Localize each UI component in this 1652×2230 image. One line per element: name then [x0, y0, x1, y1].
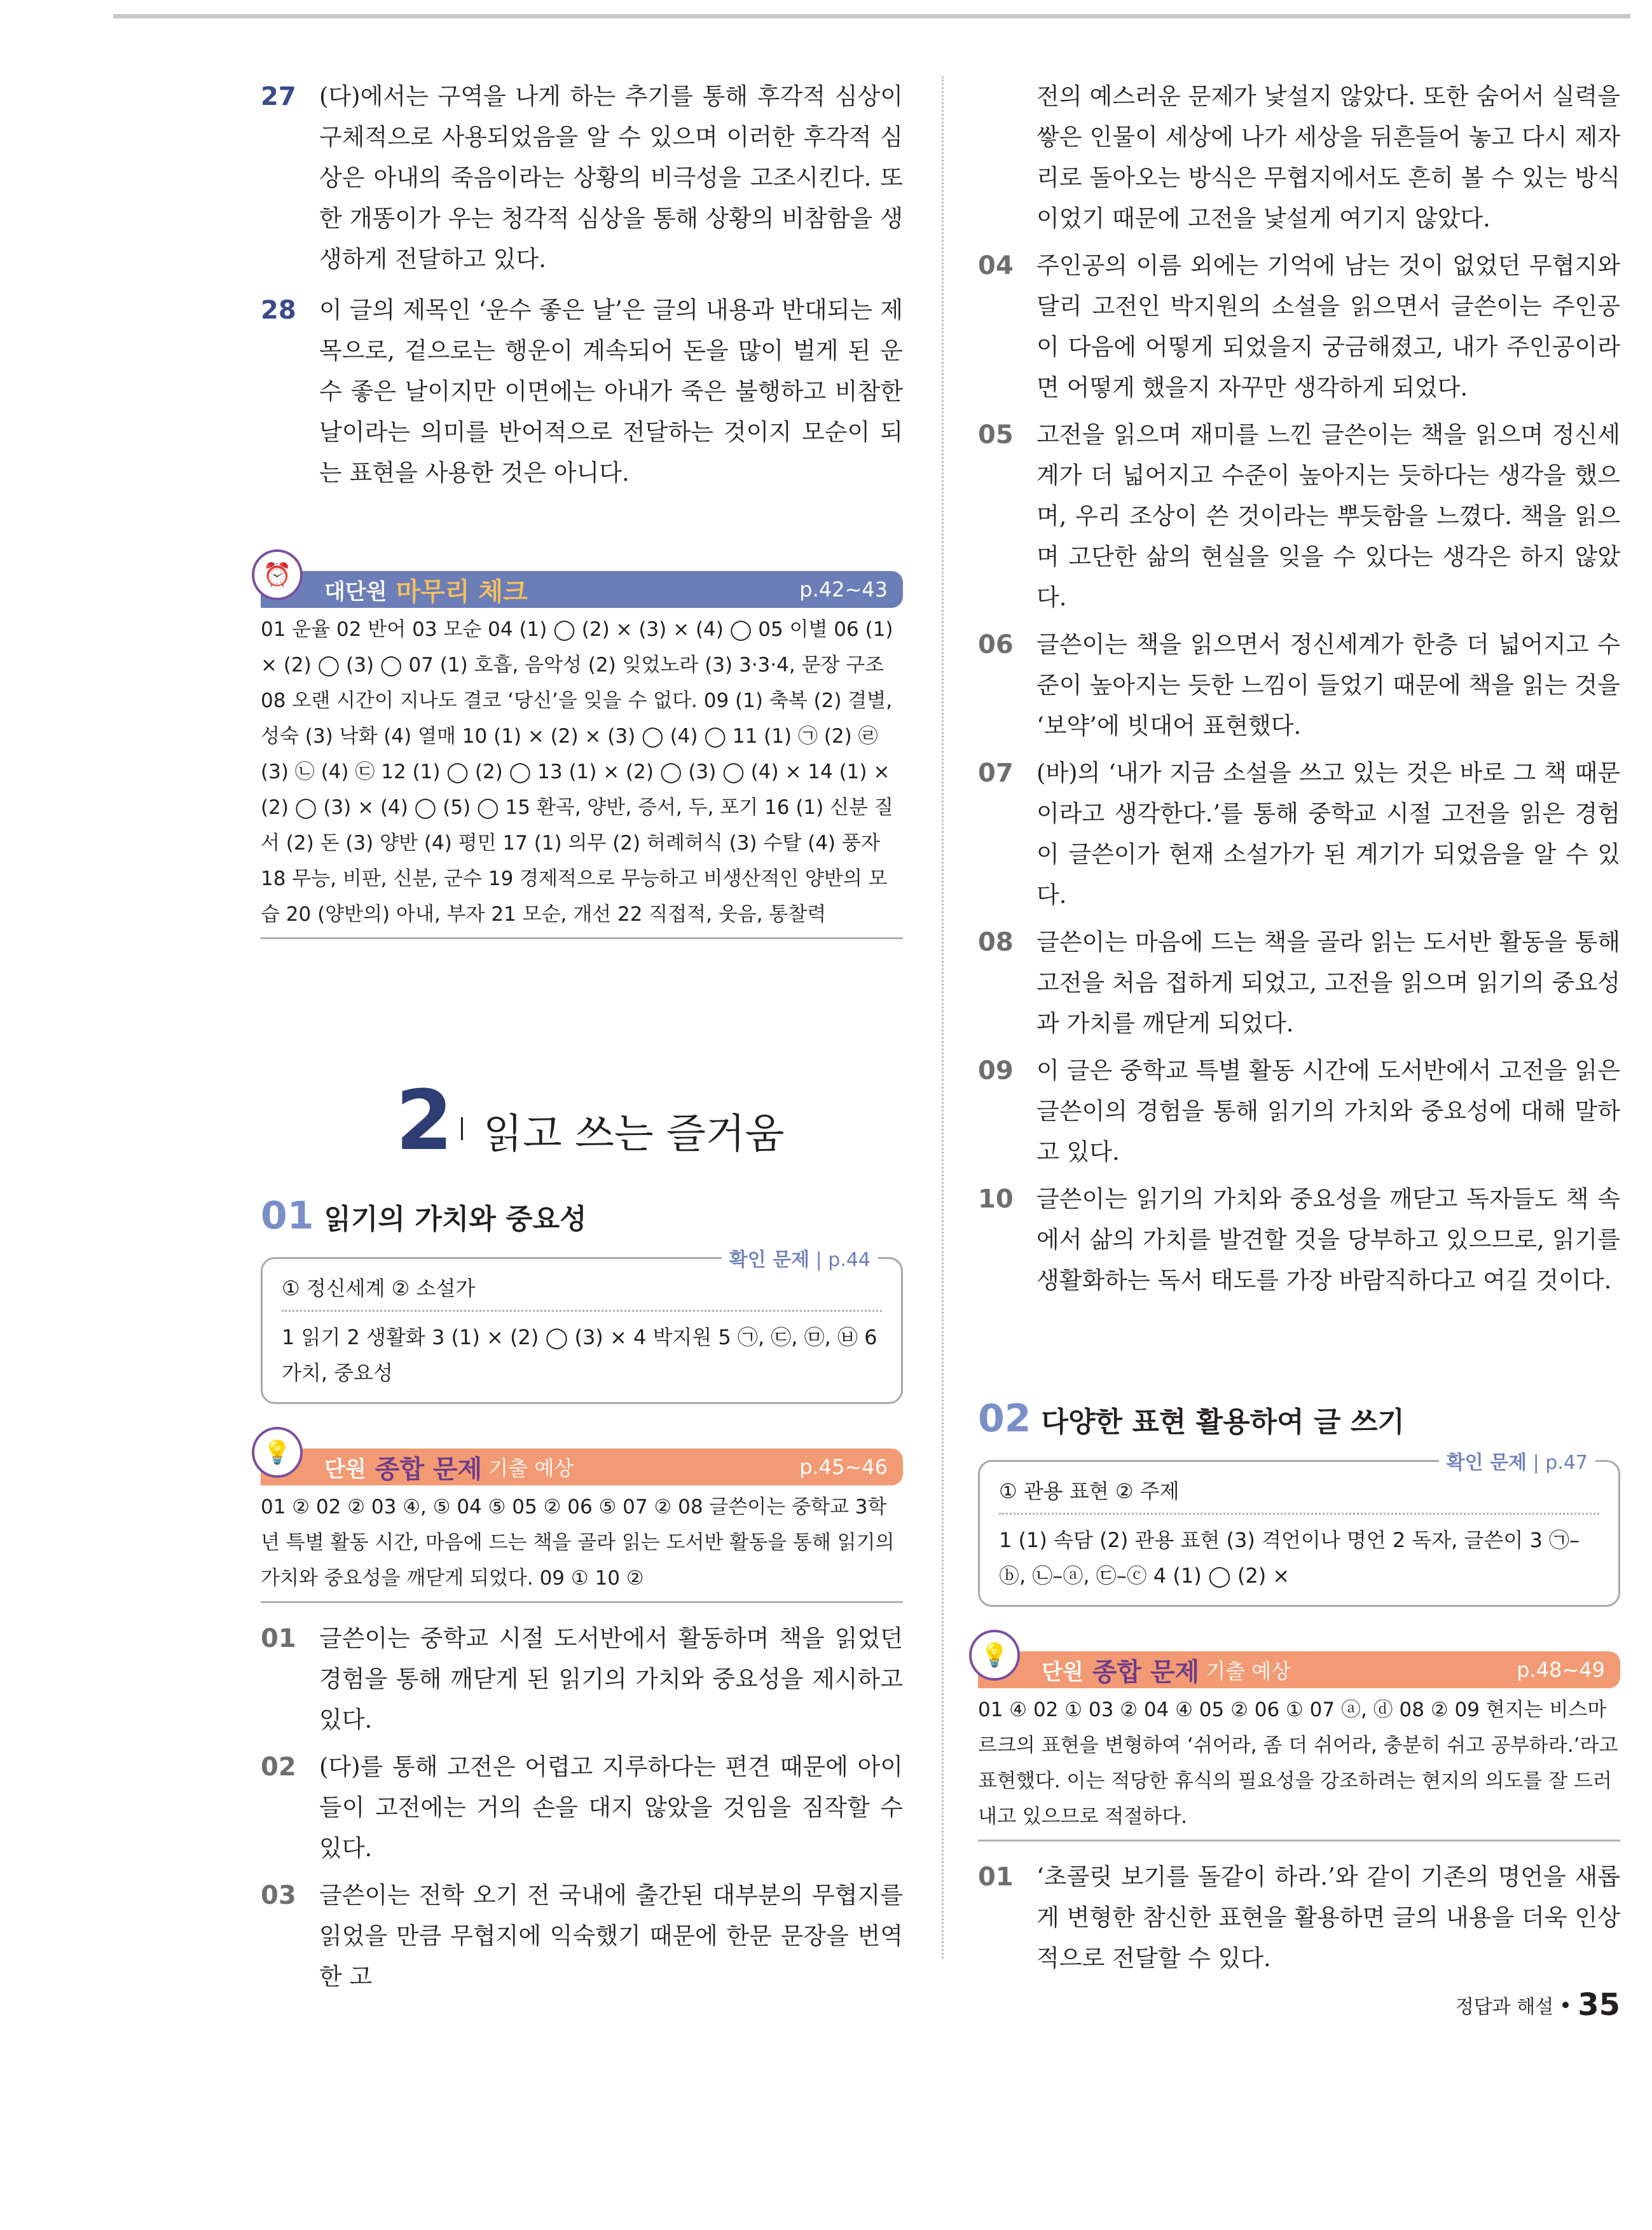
confirm-answers: 1 읽기 2 생활화 3 (1) × (2) ◯ (3) × 4 박지원 5 ㉠, ㉢, ㉤, ㉥ 6 가치, 중요성	[282, 1325, 878, 1385]
banner-label: 대단원	[324, 579, 387, 605]
confirm-box-2	[978, 1452, 1620, 1607]
confirm-label: 확인 문제 | p.44	[722, 1244, 878, 1272]
question-number: 01	[261, 1624, 296, 1653]
section-number: 02	[978, 1396, 1031, 1441]
explanation-27	[261, 76, 903, 280]
unit-test-answers-1: 01 ② 02 ② 03 ④, ⑤ 04 ⑤ 05 ② 06 ⑤ 07 ② 08 글쓴이는 중학교 3학년 특별 활동 시간, 마음에 드는 책을 골라 읽는 도서반 활동을 통해 읽기의 가치와 중요성을 깨닫게 되었다. 09 ① 10 ②	[261, 1485, 903, 1603]
question-number: 28	[261, 296, 296, 325]
chapter-title: 읽고 쓰는 즐거움	[483, 1111, 785, 1158]
right-column	[978, 76, 1620, 1985]
top-rule	[113, 14, 1630, 18]
unit-test-banner-1	[261, 1440, 903, 1485]
explanation-text: ‘초콜릿 보기를 돌같이 하라.’와 같이 기존의 명언을 새롭게 변형한 참신한 표현을 활용하면 글의 내용을 더욱 인상적으로 전달할 수 있다.	[1036, 1863, 1620, 1972]
explanation-28	[261, 290, 903, 493]
question-number: 04	[978, 251, 1014, 280]
question-number: 08	[978, 928, 1014, 957]
question-number: 03	[261, 1881, 296, 1910]
explanation-03-continued	[978, 76, 1620, 239]
explanation-07	[978, 753, 1620, 916]
explanation-08	[978, 922, 1620, 1044]
footer-dot	[1562, 2002, 1569, 2008]
chapter-heading	[261, 1073, 903, 1168]
confirm-blanks: ① 관용 표현 ② 주제	[999, 1473, 1599, 1515]
lightbulb-icon: 💡	[969, 1630, 1020, 1681]
section-title: 읽기의 가치와 중요성	[324, 1203, 587, 1235]
explanation-text: (다)에서는 구역을 나게 하는 추기를 통해 후각적 심상이 구체적으로 사용되었음을 알 수 있으며 이러한 후각적 심상은 아내의 죽음이라는 상황의 비극성을 고조시킨다. 또한 개똥이가 우는 청각적 심상을 통해 상황의 비참함을 생생하게 전달하고 있다.	[319, 83, 903, 273]
banner-label: 단원	[324, 1456, 366, 1482]
banner-title: 종합 문제	[375, 1454, 483, 1484]
unit-test-banner-2	[978, 1642, 1620, 1688]
question-number: 05	[978, 420, 1014, 450]
explanation-text: 글쓴이는 중학교 시절 도서반에서 활동하며 책을 읽었던 경험을 통해 깨닫게 된 읽기의 가치와 중요성을 제시하고 있다.	[319, 1625, 903, 1733]
question-number: 09	[978, 1056, 1014, 1085]
explanation-09	[978, 1050, 1620, 1173]
explanation-03	[261, 1875, 903, 1997]
banner-label: 단원	[1042, 1659, 1084, 1685]
explanation-text: (바)의 ‘내가 지금 소설을 쓰고 있는 것은 바로 그 책 때문이라고 생각한다.’를 통해 중학교 시절 고전을 읽은 경험이 글쓴이가 현재 소설가가 된 계기가 되었음을 알 수 있다.	[1036, 759, 1620, 909]
explanation-text: 전의 예스러운 문제가 낯설지 않았다. 또한 숨어서 실력을 쌓은 인물이 세상에 나가 세상을 뒤흔들어 놓고 다시 제자리로 돌아오는 방식은 무협지에서도 흔히 볼 수 있는 방식이었기 때문에 고전을 낯설게 여기지 않았다.	[1036, 83, 1620, 232]
banner-subtitle: 기출 예상	[488, 1456, 574, 1480]
explanation-text: (다)를 통해 고전은 어렵고 지루하다는 편견 때문에 아이들이 고전에는 거의 손을 대지 않았을 것임을 짐작할 수 있다.	[319, 1753, 903, 1862]
lightbulb-icon: 💡	[252, 1427, 303, 1478]
page-number: 35	[1578, 1987, 1620, 2023]
footer-label: 정답과 해설	[1455, 1996, 1554, 2018]
chapter-separator	[461, 1117, 463, 1140]
banner-title: 마무리 체크	[396, 576, 528, 607]
page-footer	[1456, 1987, 1620, 2023]
question-number: 02	[261, 1752, 296, 1782]
explanation-text: 이 글은 중학교 특별 활동 시간에 도서반에서 고전을 읽은 글쓴이의 경험을 통해 읽기의 가치와 중요성에 대해 말하고 있다.	[1036, 1057, 1620, 1166]
question-number: 06	[978, 630, 1014, 659]
banner-title: 종합 문제	[1092, 1656, 1200, 1687]
banner-pages: p.45~46	[799, 1455, 888, 1479]
confirm-label: 확인 문제 | p.47	[1439, 1447, 1595, 1475]
clock-icon: ⏰	[252, 549, 303, 600]
explanation-06	[978, 624, 1620, 747]
chapter-number: 2	[396, 1072, 453, 1169]
explanation-05	[978, 415, 1620, 618]
left-column	[261, 76, 903, 2004]
explanation-f01	[978, 1857, 1620, 1979]
column-divider	[942, 76, 944, 1958]
question-number: 01	[978, 1862, 1014, 1892]
question-number: 07	[978, 759, 1014, 788]
section-number: 01	[261, 1194, 314, 1238]
section-title: 다양한 표현 활용하여 글 쓰기	[1041, 1406, 1405, 1438]
section-02-title	[978, 1396, 1620, 1441]
explanation-04	[978, 245, 1620, 408]
question-number: 27	[261, 82, 296, 111]
banner-pages: p.48~49	[1517, 1658, 1605, 1682]
explanation-01	[261, 1618, 903, 1740]
question-number: 10	[978, 1185, 1014, 1214]
explanation-text: 글쓴이는 읽기의 가치와 중요성을 깨닫고 독자들도 책 속에서 삶의 가치를 발견할 것을 당부하고 있으므로, 읽기를 생활화하는 독서 태도를 가장 바람직하다고 여길 것이다.	[1036, 1185, 1620, 1294]
unit-test-answers-2: 01 ④ 02 ① 03 ② 04 ④ 05 ② 06 ① 07 ⓐ, ⓓ 08 ② 09 현지는 비스마르크의 표현을 변형하여 ‘쉬어라, 좀 더 쉬어라, 충분히 쉬고 공부하라.’라고 표현했다. 이는 적당한 휴식의 필요성을 강조하려는 현지의 의도를 잘 드러내고 있으므로 적절하다.	[978, 1688, 1620, 1841]
explanation-text: 이 글의 제목인 ‘운수 좋은 날’은 글의 내용과 반대되는 제목으로, 겉으로는 행운이 계속되어 돈을 많이 벌게 된 운수 좋은 날이지만 이면에는 아내가 죽은 불행하고 비참한 날이라는 의미를 반어적으로 전달하는 것이지 모순이 되는 표현을 사용한 것은 아니다.	[319, 296, 903, 486]
explanation-10	[978, 1179, 1620, 1301]
explanation-text: 글쓴이는 마음에 드는 책을 골라 읽는 도서반 활동을 통해 고전을 처음 접하게 되었고, 고전을 읽으며 읽기의 중요성과 가치를 깨닫게 되었다.	[1036, 928, 1620, 1037]
banner-subtitle: 기출 예상	[1206, 1659, 1291, 1683]
banner-pages: p.42~43	[799, 577, 888, 602]
unit-check-banner	[261, 562, 903, 608]
explanation-text: 주인공의 이름 외에는 기억에 남는 것이 없었던 무협지와 달리 고전인 박지원의 소설을 읽으면서 글쓴이는 주인공이 다음에 어떻게 되었을지 궁금해졌고, 내가 주인공이라면 어떻게 했을지 자꾸만 생각하게 되었다.	[1036, 252, 1620, 401]
explanation-02	[261, 1747, 903, 1869]
section-01-title	[261, 1194, 903, 1238]
confirm-box-1	[261, 1249, 903, 1404]
explanation-text: 글쓴이는 전학 오기 전 국내에 출간된 대부분의 무협지를 읽었을 만큼 무협지에 익숙했기 때문에 한문 문장을 번역한 고	[319, 1882, 903, 1990]
explanation-text: 글쓴이는 책을 읽으면서 정신세계가 한층 더 넓어지고 수준이 높아지는 듯한 느낌이 들었기 때문에 책을 읽는 것을 ‘보약’에 빗대어 표현했다.	[1036, 631, 1620, 740]
unit-check-answers: 01 운율 02 반어 03 모순 04 (1) ◯ (2) × (3) × (4) ◯ 05 이별 06 (1) × (2) ◯ (3) ◯ 07 (1) 호흡, 음악성 (2) 잊었노라 (3) 3·3·4, 문장 구조 08 오랜 시간이 지나도 결코 ‘당신’을 잊을 수 없다. 09 (1) 축복 (2) 결별, 성숙 (3) 낙화 (4) 열매 10 (1) × (2) × (3) ◯ (4) ◯ 11 (1) ㉠ (2) ㉣ (3) ㉡ (4) ㉢ 12 (1) ◯ (2) ◯ 13 (1) × (2) ◯ (3) ◯ (4) × 14 (1) × (2) ◯ (3) × (4) ◯ (5) ◯ 15 환곡, 양반, 증서, 두, 포기 16 (1) 신분 질서 (2) 돈 (3) 양반 (4) 평민 17 (1) 의무 (2) 허례허식 (3) 수탈 (4) 풍자 18 무능, 비판, 신분, 군수 19 경제적으로 무능하고 비생산적인 양반의 모습 20 (양반의) 아내, 부자 21 모순, 개선 22 직접적, 웃음, 통찰력	[261, 608, 903, 939]
confirm-blanks: ① 정신세계 ② 소설가	[282, 1270, 882, 1312]
confirm-answers: 1 (1) 속담 (2) 관용 표현 (3) 격언이나 명언 2 독자, 글쓴이 3 ㉠–ⓑ, ㉡–ⓐ, ㉢–ⓒ 4 (1) ◯ (2) ×	[999, 1528, 1580, 1588]
explanation-text: 고전을 읽으며 재미를 느낀 글쓴이는 책을 읽으며 정신세계가 더 넓어지고 수준이 높아지는 듯하다는 생각을 했으며, 우리 조상이 쓴 것이라는 뿌듯함을 느꼈다. 책을 읽으며 고단한 삶의 현실을 잊을 수 있다는 생각은 하지 않았다.	[1036, 421, 1620, 611]
